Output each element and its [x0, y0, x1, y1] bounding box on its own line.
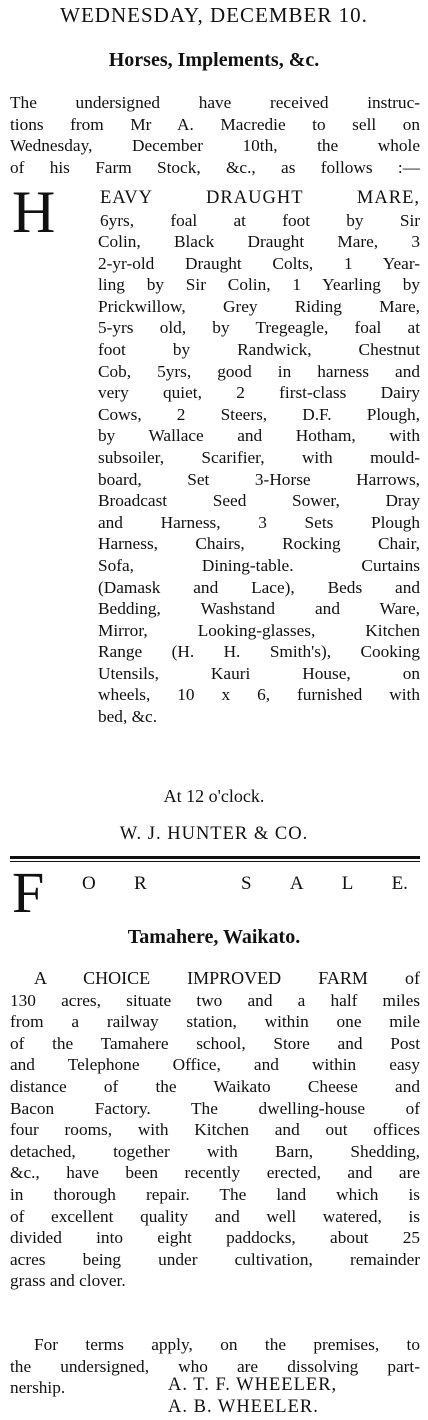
item-line: ling by Sir Colin, 1 Yearling by: [98, 275, 420, 295]
title-letter: A: [289, 873, 304, 894]
farm-line: acres being under cultivation, remainder: [10, 1249, 420, 1269]
farm-description: [10, 968, 420, 1292]
terms-line: For terms apply, on the premises, to: [34, 1335, 420, 1354]
drop-cap-h: H: [12, 179, 56, 245]
farm-line: of the Tamahere school, Store and Post: [10, 1033, 420, 1053]
item-line: Prickwillow, Grey Riding Mare,: [98, 296, 420, 316]
ad1-heading: Horses, Implements, &c.: [108, 49, 320, 71]
farm-line: grass and clover.: [10, 1271, 126, 1291]
intro-line: tions from Mr A. Macredie to sell on: [10, 114, 420, 134]
farm-line: distance of the Waikato Cheese and: [10, 1076, 420, 1096]
item-line: wheels, 10 x 6, furnished with: [98, 685, 420, 705]
farm-line: &c., have been recently erected, and are: [10, 1163, 420, 1183]
item-line: bed, &c.: [98, 707, 158, 727]
farm-line: from a railway station, within one mile: [10, 1012, 420, 1032]
title-letter: S: [241, 873, 252, 894]
title-letter: O: [82, 873, 96, 894]
item-line: EAVY DRAUGHT MARE,: [100, 188, 420, 208]
item-line: and Harness, 3 Sets Plough: [98, 512, 420, 532]
farm-line: and Telephone Office, and within easy: [10, 1055, 420, 1075]
farm-line: four rooms, with Kitchen and out offices: [10, 1120, 420, 1140]
intro-line: of his Farm Stock, &c., as follows :—: [10, 157, 420, 177]
item-line: very quiet, 2 first-class Dairy: [98, 383, 420, 403]
signature-2: A. B. WHEELER.: [168, 1397, 319, 1417]
item-line: (Damask and Lace), Beds and: [98, 577, 420, 597]
ad2-heading: Tamahere, Waikato.: [127, 926, 301, 948]
intro-line: Wednesday, December 10th, the whole: [10, 136, 420, 156]
farm-line: of excellent quality and well watered, is: [10, 1206, 420, 1226]
title-letter: R: [133, 873, 147, 894]
item-line: 6yrs, foal at foot by Sir: [100, 210, 420, 230]
terms-line: the undersigned, who are dissolving part-: [10, 1356, 420, 1376]
item-line: Bedding, Washstand and Ware,: [98, 599, 420, 619]
farm-line: detached, together with Barn, Shedding,: [10, 1141, 420, 1161]
item-line: Utensils, Kauri House, on: [98, 663, 420, 683]
item-line: Colin, Black Draught Mare, 3: [98, 232, 420, 251]
item-line: 2-yr-old Draught Colts, 1 Year-: [98, 253, 420, 273]
item-line: Harness, Chairs, Rocking Chair,: [98, 534, 420, 554]
item-line: subsoiler, Scarifier, with mould-: [98, 447, 420, 467]
farm-line: 130 acres, situate two and a half miles: [10, 990, 420, 1010]
item-line: Range (H. H. Smith's), Cooking: [98, 642, 420, 662]
signature-1: A. T. F. WHEELER,: [168, 1375, 338, 1395]
item-text: [100, 188, 420, 231]
farm-line: divided into eight paddocks, about 25: [10, 1228, 420, 1248]
farm-line: in thorough repair. The land which is: [10, 1184, 420, 1204]
item-line: board, Set 3-Horse Harrows,: [98, 469, 420, 489]
item-line: Broadcast Seed Sower, Dray: [98, 491, 420, 511]
for-sale-title: [82, 872, 408, 896]
terms-line: nership.: [10, 1378, 66, 1398]
double-rule-divider: [10, 856, 420, 862]
ad1-intro: [10, 92, 420, 178]
title-letter: E.: [391, 873, 408, 894]
title-letter: L: [341, 873, 354, 894]
auctioneer-name: W. J. HUNTER & CO.: [119, 824, 309, 844]
item-line: Cows, 2 Steers, D.F. Plough,: [98, 404, 420, 424]
ad1-items-continued: [10, 231, 420, 728]
dateline: WEDNESDAY, DECEMBER 10.: [60, 3, 368, 27]
item-line: Sofa, Dining-table. Curtains: [98, 555, 420, 575]
farm-line: A CHOICE IMPROVED FARM of: [34, 968, 420, 988]
intro-line: The undersigned have received instruc-: [10, 93, 420, 112]
farm-line: Bacon Factory. The dwelling-house of: [10, 1098, 420, 1118]
item-line: Cob, 5yrs, good in harness and: [98, 361, 420, 381]
item-line: by Wallace and Hotham, with: [98, 426, 420, 446]
item-line: foot by Randwick, Chestnut: [98, 339, 420, 359]
auction-time: At 12 o'clock.: [163, 786, 265, 806]
item-line: 5-yrs old, by Tregeagle, foal at: [98, 318, 420, 338]
drop-cap-f: F: [12, 860, 45, 925]
item-line: Mirror, Looking-glasses, Kitchen: [98, 620, 420, 640]
